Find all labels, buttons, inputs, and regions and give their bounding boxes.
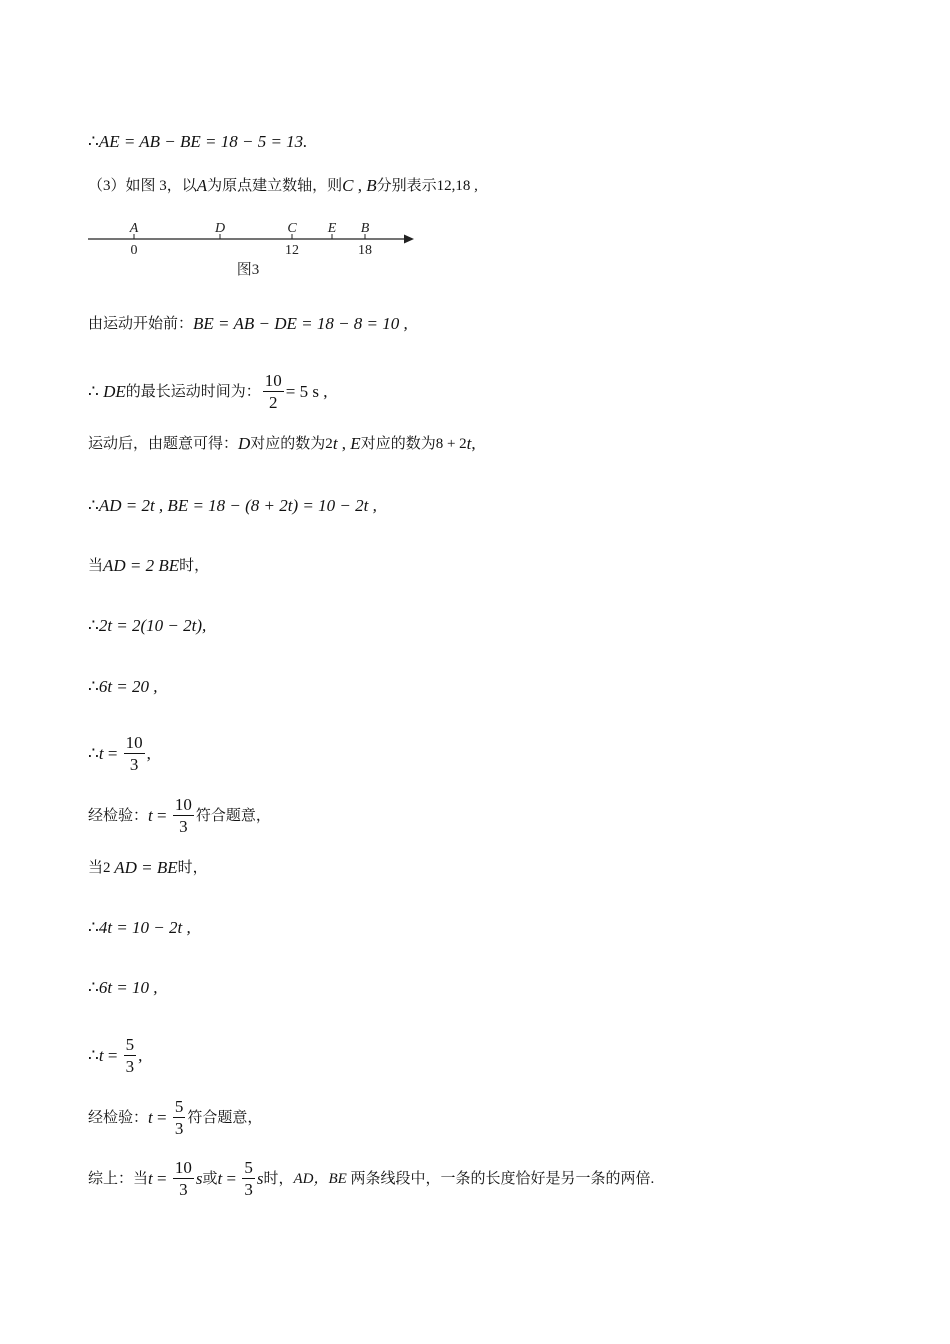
equation: 6t = 10 , [98,978,158,997]
equals: = [222,1168,241,1188]
numerator: 5 [244,1158,253,1177]
equation: AE = AB − BE = 18 − 5 = 13. [98,132,308,151]
solution-line-7 [88,556,209,576]
equation: 6t = 20 , [98,677,158,696]
numerator: 5 [125,1035,135,1054]
var-b: B [366,176,377,195]
line-prefix: 由运动开始前： [88,316,194,332]
solution-line-17 [88,1158,654,1199]
numerator: 10 [174,795,192,814]
line-prefix: 运动后，由题意可得： [88,436,239,452]
var-t: t [148,1168,153,1188]
denominator: 3 [125,1057,135,1076]
equals: = [152,1107,171,1127]
fraction [173,1097,186,1138]
fraction [263,371,284,412]
var-t: t [148,1107,153,1127]
line-text: 时， [263,1170,294,1187]
segment-names: AD，BE [293,1170,347,1187]
therefore-symbol: ∴ [88,496,99,515]
solution-line-16 [88,1097,262,1138]
solution-line-12 [88,858,208,878]
numerator: 10 [174,1158,192,1177]
var-a: A [196,176,208,195]
text-d-value: 对应的数为2 [250,436,333,452]
fraction [124,733,145,774]
comma: , [353,176,367,195]
comma: , [146,743,151,763]
line-text: 的最长运动时间为： [125,383,261,400]
equation: 2t = 2(10 − 2t), [98,616,207,635]
var-c: C [342,176,354,195]
point-label-a: A [129,221,139,236]
comma: , [138,1045,143,1065]
tick-value-b: 18 [358,243,372,258]
solution-line-15 [88,1035,142,1076]
solution-line-5 [88,434,476,454]
var-t: t [217,1168,223,1188]
equals: = [103,743,122,763]
line-prefix: 当 [88,558,104,574]
number-line-figure [86,214,426,284]
therefore-symbol: ∴ [88,1045,99,1065]
point-label-e: E [327,221,337,236]
solution-line-3 [88,314,408,334]
therefore-symbol: ∴ [88,918,99,937]
conclusion-text: 两条线段中，一条的长度恰好是另一条的两倍. [346,1170,655,1187]
solution-line-14 [88,978,158,998]
therefore-symbol: ∴ [88,132,99,151]
line-prefix: 综上：当 [88,1170,149,1187]
point-label-b: B [360,221,370,236]
solution-line-11 [88,795,271,836]
solution-line-13 [88,918,191,938]
numerator: 10 [125,733,143,752]
solution-line-9 [88,677,158,697]
arrow-head-icon [404,235,414,244]
var-t: t [148,805,153,825]
var-d: D [238,434,251,453]
text-origin: 为原点建立数轴，则 [207,178,343,194]
denominator: 3 [129,755,139,774]
equation: AD = 2 BE [103,556,180,575]
fraction [124,1035,137,1076]
var-de: DE [103,381,126,401]
solution-line-4 [88,371,327,412]
line-suffix: 时， [177,860,208,876]
solution-line-1 [88,132,307,152]
denominator: 3 [179,817,188,836]
solution-line-2 [88,176,478,196]
denominator: 3 [179,1180,188,1199]
denominator: 3 [244,1180,253,1199]
line-suffix: 时， [179,558,210,574]
numerator: 5 [174,1097,184,1116]
point-label-d: D [214,221,226,236]
equals: = [152,805,171,825]
unit-seconds: s [256,1168,264,1188]
text-values: 分别表示12,18 , [376,178,478,194]
var-t: t [98,743,104,763]
figure-caption: 图3 [236,262,260,278]
denominator: 3 [174,1119,184,1138]
equals: = [152,1168,171,1188]
denominator: 2 [269,393,278,412]
equation: AD = 2t , BE = 18 − (8 + 2t) = 10 − 2t , [98,496,377,515]
unit-seconds: s [195,1168,203,1188]
therefore-symbol: ∴ [88,381,104,401]
or-word: 或 [202,1170,218,1187]
var-e: E [350,434,361,453]
line-suffix: 符合题意， [195,807,271,824]
line-suffix: 符合题意， [187,1109,263,1126]
fraction [173,1158,194,1199]
fraction [173,795,194,836]
equation: 4t = 10 − 2t , [98,918,191,937]
solution-line-8 [88,616,206,636]
line-prefix: 经检验： [88,807,149,824]
solution-line-6 [88,496,377,516]
equals: = [103,1045,122,1065]
line-prefix: 经检验： [88,1109,149,1126]
part-label: （3）如图 3，以 [88,178,197,194]
var-t: t [332,434,338,453]
line-prefix: 当2 [88,860,115,876]
var-t: t [98,1045,104,1065]
equation: AD = BE [114,858,178,877]
numerator: 10 [264,371,282,390]
comma: , [337,434,351,453]
comma: , [471,434,476,453]
text-e-value: 对应的数为8 + 2 [360,436,467,452]
solution-line-10 [88,733,151,774]
equation: BE = AB − DE = 18 − 8 = 10 , [193,314,408,333]
therefore-symbol: ∴ [88,677,99,696]
tick-value-a: 0 [130,243,138,258]
therefore-symbol: ∴ [88,616,99,635]
fraction [242,1158,255,1199]
result: = 5 s , [285,381,328,401]
point-label-c: C [287,221,297,236]
therefore-symbol: ∴ [88,743,99,763]
tick-value-c: 12 [285,243,299,258]
var-t: t [466,434,472,453]
therefore-symbol: ∴ [88,978,99,997]
